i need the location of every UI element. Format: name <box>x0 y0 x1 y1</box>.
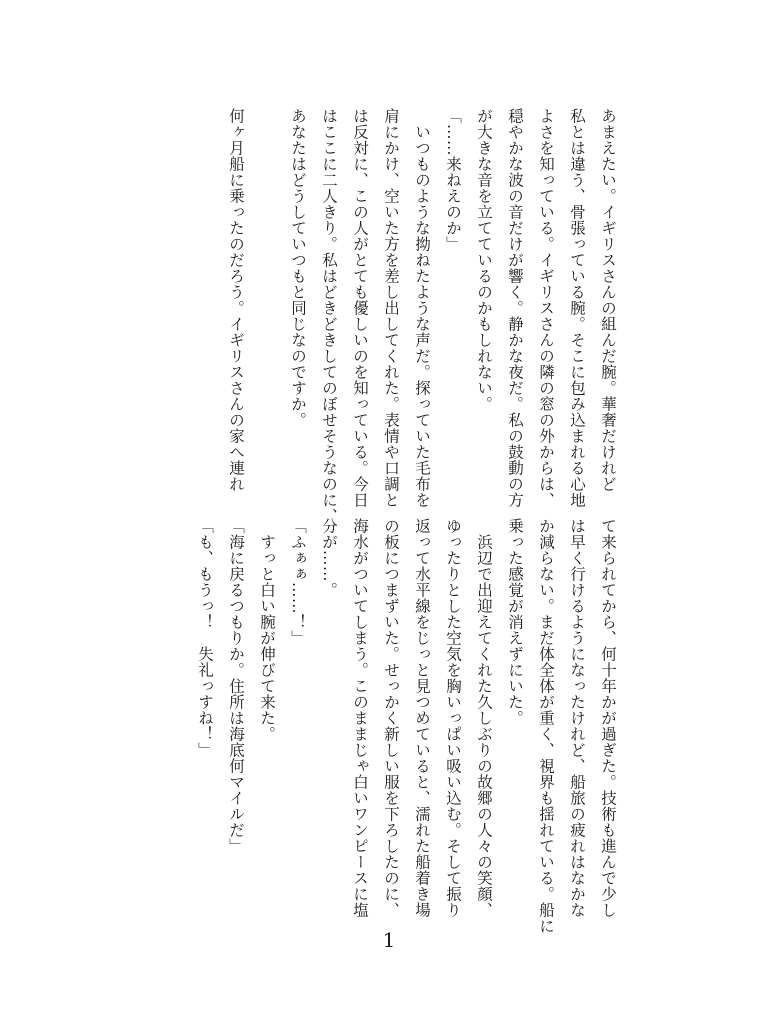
text-line: 海水がついてしまう。このままじゃ白いワンピースに塩 <box>351 518 369 918</box>
text-line: 何ヶ月船に乗ったのだろう。イギリスさんの家へ連れ <box>227 108 245 492</box>
lower-text-block <box>189 518 623 934</box>
text-line: 肩にかけ、空いた方を差し出してくれた。表情や口調と <box>382 108 400 508</box>
text-line: 「海に戻るつもりか。住所は海底何マイルだ」 <box>227 518 245 854</box>
text-line: 穏やかな波の音だけが響く。静かな夜だ。私の鼓動の方 <box>506 108 524 508</box>
text-line: 浜辺で出迎えてくれた久しぶりの故郷の人々の笑顔、 <box>475 518 493 918</box>
text-line: すっと白い腕が伸びて来た。 <box>258 518 276 742</box>
text-line: あなたはどうしていつもと同じなのですか。 <box>289 108 307 428</box>
upper-text-block <box>220 108 623 524</box>
text-line: はここに二人きり。私はどきどきしてのぼせそうなのに、 <box>320 108 338 524</box>
text-line: は反対に、この人がとても優しいのを知っている。今日 <box>351 108 369 508</box>
text-line: は早く行けるようになったけれど、船旅の疲れはなかな <box>568 518 586 918</box>
text-line: が大きな音を立てているのかもしれない。 <box>475 108 493 412</box>
blank-line <box>251 108 282 503</box>
text-line: いつものような拗ねたような声だ。探っていた毛布を <box>413 108 431 508</box>
text-line: か減らない。まだ体全体が重く、視界も揺れている。船に <box>537 518 555 934</box>
text-line: 「……来ねえのか」 <box>444 108 462 252</box>
page-number: 1 <box>382 928 396 952</box>
text-line: 乗った感覚が消えずにいた。 <box>506 518 524 726</box>
text-line: ゆったりとした空気を胸いっぱい吸い込む。そして振り <box>444 518 462 918</box>
text-line: 返って水平線をじっと見つめていると、濡れた船着き場 <box>413 518 431 918</box>
text-line: 分が……。 <box>320 518 338 598</box>
text-line: あまえたい。イギリスさんの組んだ腕。華奢だけれど <box>599 108 617 492</box>
text-line: 私とは違う、骨張っている腕。そこに包み込まれる心地 <box>568 108 586 508</box>
text-line: 「ふぁぁ……！」 <box>289 518 307 646</box>
text-line: の板につまずいた。せっかく新しい服を下ろしたのに、 <box>382 518 400 918</box>
text-line: 「も、もうっ！ 失礼っすね！」 <box>196 518 214 758</box>
text-line: て来られてから、何十年かが過ぎた。技術も進んで少し <box>599 518 617 918</box>
text-line: よさを知っている。イギリスさんの隣の窓の外からは、 <box>537 108 555 508</box>
